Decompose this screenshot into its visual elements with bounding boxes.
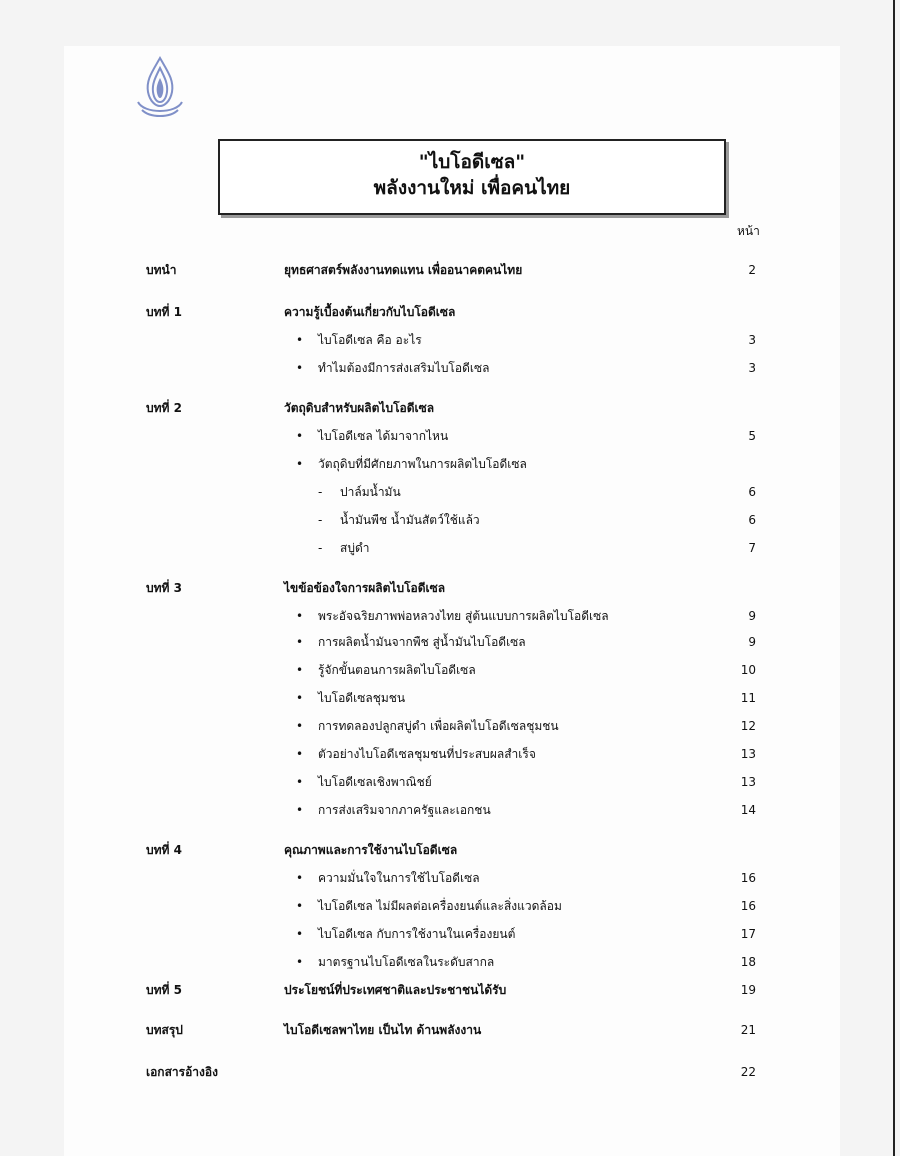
toc-item-title: ความมั่นใจในการใช้ไบโอดีเซล bbox=[318, 871, 480, 885]
toc-item-title: การส่งเสริมจากภาครัฐและเอกชน bbox=[318, 803, 491, 817]
toc-page-number: 11 bbox=[740, 691, 756, 705]
toc-page-number: 6 bbox=[748, 485, 756, 499]
toc-page-number: 10 bbox=[740, 663, 756, 677]
toc-chapter-title: ความรู้เบื้องต้นเกี่ยวกับไบโอดีเซล bbox=[284, 305, 456, 319]
toc-page-number: 13 bbox=[740, 775, 756, 789]
toc-dash: - bbox=[318, 485, 323, 499]
toc-subitem-title: ปาล์มน้ำมัน bbox=[340, 485, 401, 499]
toc-page-number: 17 bbox=[740, 927, 756, 941]
toc-item-title: ไบโอดีเซลเชิงพาณิชย์ bbox=[318, 775, 432, 789]
toc-item-title: รู้จักขั้นตอนการผลิตไบโอดีเซล bbox=[318, 663, 476, 677]
toc-page-number: 19 bbox=[740, 983, 756, 997]
toc-chapter-title: ประโยชน์ที่ประเทศชาติและประชาชนได้รับ bbox=[284, 983, 507, 997]
toc-chapter-title: ไขข้อข้องใจการผลิตไบโอดีเซล bbox=[284, 581, 446, 595]
toc-page-number: 9 bbox=[748, 609, 756, 623]
toc-page-number: 5 bbox=[748, 429, 756, 443]
toc-page-number: 22 bbox=[740, 1065, 756, 1079]
toc-chapter-title: ไบโอดีเซลพาไทย เป็นไท ด้านพลังงาน bbox=[284, 1023, 482, 1037]
toc-item-title: ไบโอดีเซล คือ อะไร bbox=[318, 333, 422, 347]
toc-page-number: 21 bbox=[740, 1023, 756, 1037]
toc-bullet: • bbox=[296, 635, 304, 649]
toc-page-number: 3 bbox=[748, 333, 756, 347]
toc-bullet: • bbox=[296, 691, 304, 705]
toc-bullet: • bbox=[296, 429, 304, 443]
toc-chapter-label: บทที่ 5 bbox=[146, 983, 182, 997]
toc-chapter-label: บทที่ 1 bbox=[146, 305, 182, 319]
toc-chapter-label: บทที่ 2 bbox=[146, 401, 182, 415]
toc-bullet: • bbox=[296, 663, 304, 677]
toc-bullet: • bbox=[296, 899, 304, 913]
toc-page-number: 2 bbox=[748, 263, 756, 277]
toc-dash: - bbox=[318, 513, 323, 527]
toc-chapter-label: บทที่ 3 bbox=[146, 581, 182, 595]
toc-item-title: มาตรฐานไบโอดีเซลในระดับสากล bbox=[318, 955, 495, 969]
toc-page-number: 6 bbox=[748, 513, 756, 527]
toc-bullet: • bbox=[296, 803, 304, 817]
toc-page-number: 12 bbox=[740, 719, 756, 733]
toc-item-title: พระอัจฉริยภาพพ่อหลวงไทย สู่ต้นแบบการผลิตไบโอดีเซล bbox=[318, 609, 609, 623]
toc-item-title: วัตถุดิบที่มีศักยภาพในการผลิตไบโอดีเซล bbox=[318, 457, 527, 471]
toc-subitem-title: สบู่ดำ bbox=[340, 541, 370, 555]
toc-item-title: ไบโอดีเซล กับการใช้งานในเครื่องยนต์ bbox=[318, 927, 516, 941]
toc-item-title: ตัวอย่างไบโอดีเซลชุมชนที่ประสบผลสำเร็จ bbox=[318, 747, 536, 761]
toc-item-title: ไบโอดีเซล ได้มาจากไหน bbox=[318, 429, 449, 443]
toc-bullet: • bbox=[296, 719, 304, 733]
toc-chapter-label: บทสรุป bbox=[146, 1023, 183, 1037]
toc-page-number: 9 bbox=[748, 635, 756, 649]
toc-chapter-title: วัตถุดิบสำหรับผลิตไบโอดีเซล bbox=[284, 401, 435, 415]
toc-chapter-title: ยุทธศาสตร์พลังงานทดแทน เพื่ออนาคตคนไทย bbox=[284, 263, 523, 277]
toc-item-title: ไบโอดีเซลชุมชน bbox=[318, 691, 406, 705]
toc-chapter-title: คุณภาพและการใช้งานไบโอดีเซล bbox=[284, 843, 458, 857]
toc-page-number: 16 bbox=[740, 871, 756, 885]
toc-page-number: 3 bbox=[748, 361, 756, 375]
document-subtitle: พลังงานใหม่ เพื่อคนไทย bbox=[373, 177, 571, 199]
toc-bullet: • bbox=[296, 333, 304, 347]
title-box bbox=[218, 139, 726, 215]
toc-chapter-label: บทนำ bbox=[146, 263, 177, 277]
toc-bullet: • bbox=[296, 775, 304, 789]
toc-item-title: การทดลองปลูกสบู่ดำ เพื่อผลิตไบโอดีเซลชุมชน bbox=[318, 719, 559, 733]
toc-bullet: • bbox=[296, 927, 304, 941]
document-title: "ไบโอดีเซล" bbox=[418, 151, 526, 173]
toc-bullet: • bbox=[296, 457, 304, 471]
toc-page-number: 16 bbox=[740, 899, 756, 913]
toc-page-number: 18 bbox=[740, 955, 756, 969]
page-column-header: หน้า bbox=[737, 224, 760, 238]
toc-chapter-label: เอกสารอ้างอิง bbox=[146, 1065, 218, 1079]
toc-item-title: ไบโอดีเซล ไม่มีผลต่อเครื่องยนต์และสิ่งแวดล้อม bbox=[318, 899, 562, 913]
toc-item-title: ทำไมต้องมีการส่งเสริมไบโอดีเซล bbox=[318, 361, 490, 375]
toc-subitem-title: น้ำมันพืช น้ำมันสัตว์ใช้แล้ว bbox=[340, 513, 480, 527]
window-edge bbox=[893, 0, 895, 1156]
toc-bullet: • bbox=[296, 361, 304, 375]
toc-item-title: การผลิตน้ำมันจากพืช สู่น้ำมันไบโอดีเซล bbox=[318, 635, 526, 649]
toc-page-number: 7 bbox=[748, 541, 756, 555]
toc-page-number: 14 bbox=[740, 803, 756, 817]
toc-bullet: • bbox=[296, 747, 304, 761]
toc-bullet: • bbox=[296, 955, 304, 969]
toc-dash: - bbox=[318, 541, 323, 555]
flame-logo-icon bbox=[132, 54, 188, 122]
toc-bullet: • bbox=[296, 871, 304, 885]
toc-bullet: • bbox=[296, 609, 304, 623]
toc-page-number: 13 bbox=[740, 747, 756, 761]
toc-chapter-label: บทที่ 4 bbox=[146, 843, 182, 857]
